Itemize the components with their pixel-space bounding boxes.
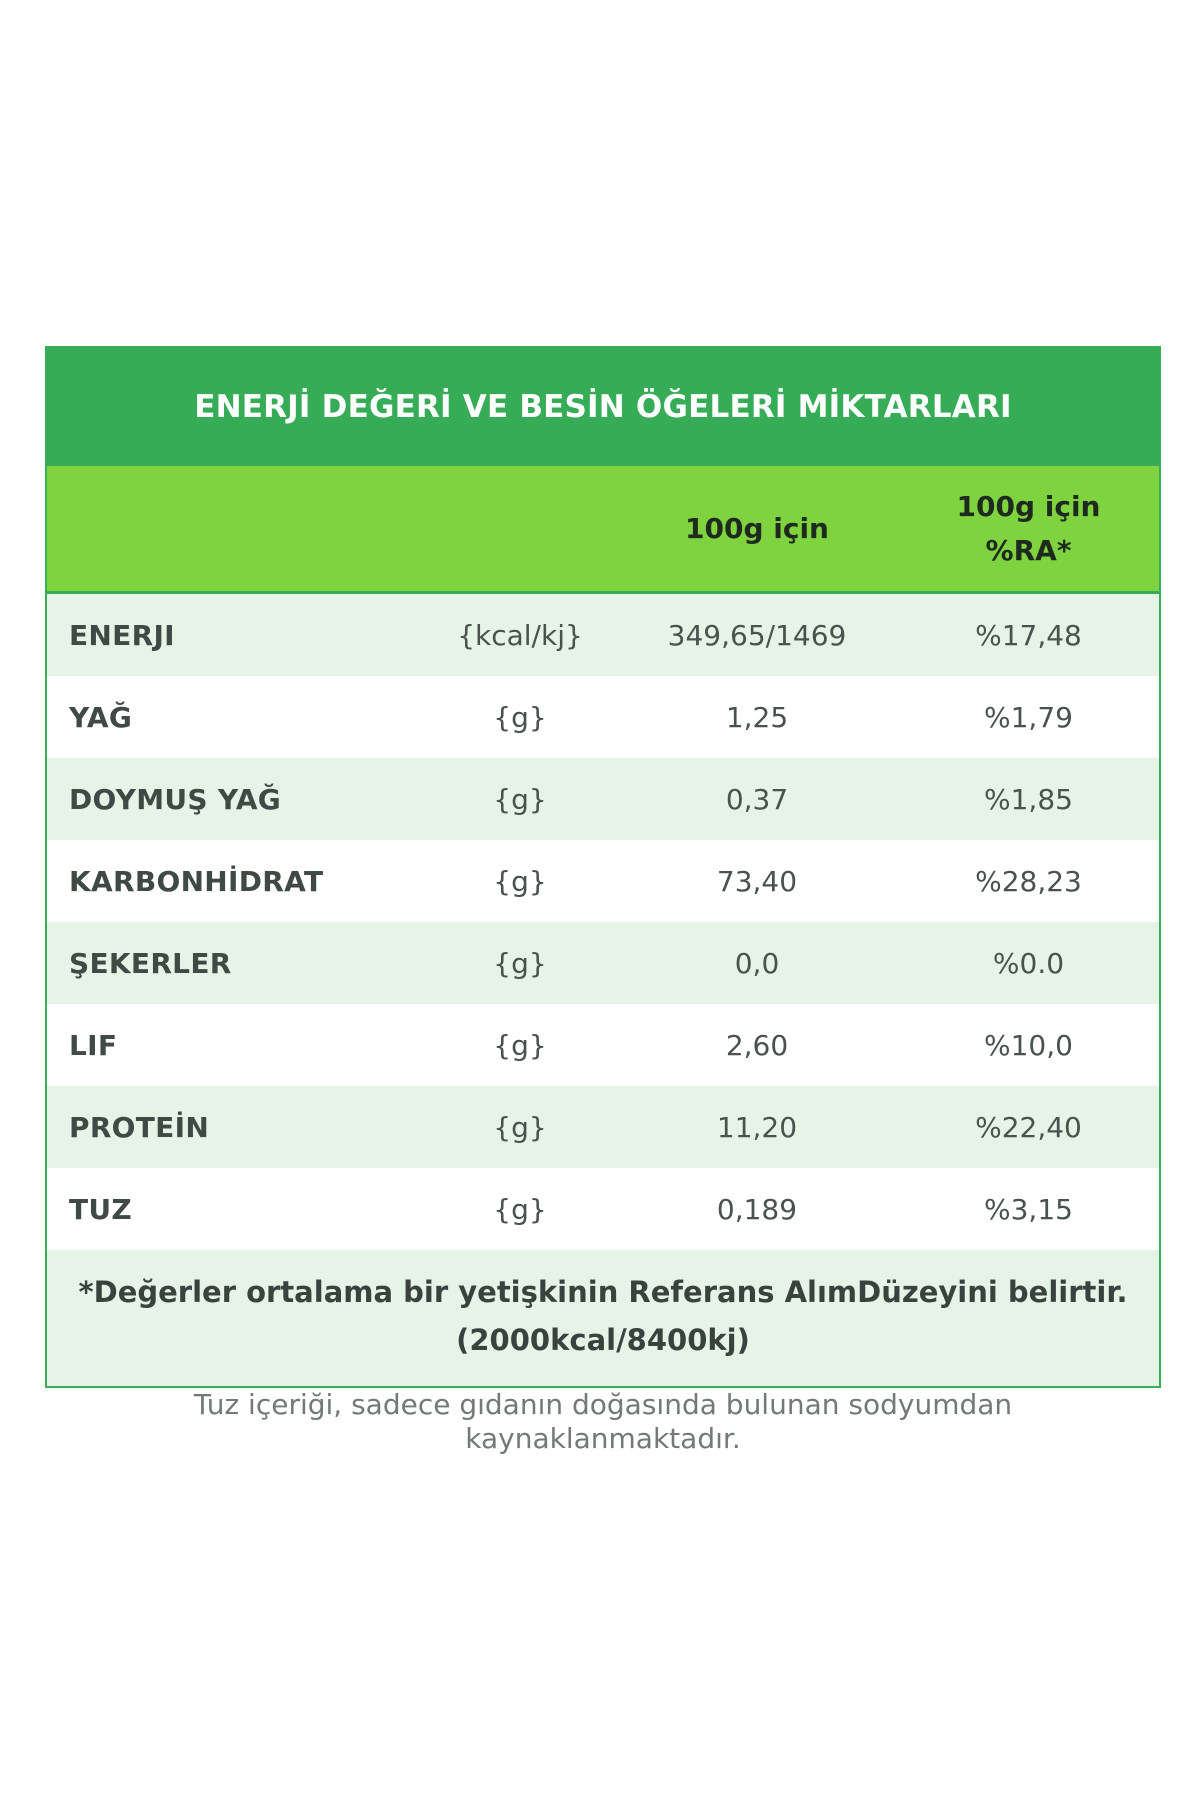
nutrition-table [45,346,1161,1388]
row-unit: {g} [493,700,547,734]
footnote-line2: (2000kcal/8400kj) [456,1323,750,1357]
row-ra: %22,40 [975,1110,1082,1144]
bottom-note-line1: Tuz içeriği, sadece gıdanın doğasında bulunan sodyumdan [193,1388,1013,1421]
table-title-bar [47,348,1159,466]
table-row [47,922,1159,1004]
row-unit: {g} [493,1192,547,1226]
table-row [47,676,1159,758]
table-row [47,840,1159,922]
table-row [47,594,1159,676]
row-ra: %3,15 [984,1192,1073,1226]
row-name: ENERJI [69,618,175,652]
row-value: 1,25 [725,700,789,734]
row-ra: %28,23 [975,864,1082,898]
row-unit: {g} [493,946,547,980]
row-name: TUZ [69,1192,133,1226]
table-row [47,1004,1159,1086]
reference-intake-footnote [47,1250,1159,1386]
row-value: 349,65/1469 [667,618,847,652]
row-ra: %0.0 [992,946,1065,980]
header-ra-line1: 100g için [956,489,1101,523]
header-per-100g: 100g için [685,511,829,545]
row-name: DOYMUŞ YAĞ [69,782,282,816]
row-unit: {kcal/kj} [457,618,583,652]
row-value: 0,0 [734,946,780,980]
table-row [47,1168,1159,1250]
table-header-row [47,466,1159,594]
row-value: 11,20 [716,1110,798,1144]
row-name: YAĞ [69,700,133,734]
row-unit: {g} [493,782,547,816]
salt-content-note [45,1388,1161,1456]
row-ra: %1,79 [984,700,1073,734]
row-value: 2,60 [725,1028,789,1062]
row-unit: {g} [493,864,547,898]
table-row [47,1086,1159,1168]
row-unit: {g} [493,1110,547,1144]
row-unit: {g} [493,1028,547,1062]
row-value: 0,189 [716,1192,798,1226]
header-ra [898,485,1159,573]
table-title: ENERJİ DEĞERİ VE BESİN ÖĞELERİ MİKTARLARI [194,389,1012,425]
row-name: LIF [69,1028,118,1062]
footnote-line1: *Değerler ortalama bir yetişkinin Referans AlımDüzeyini belirtir. [78,1275,1128,1309]
bottom-note-line2: kaynaklanmaktadır. [465,1422,741,1455]
row-name: PROTEİN [69,1110,210,1144]
row-value: 73,40 [716,864,798,898]
row-name: KARBONHİDRAT [69,864,324,898]
row-ra: %1,85 [984,782,1073,816]
row-value: 0,37 [725,782,789,816]
row-ra: %10,0 [984,1028,1073,1062]
row-name: ŞEKERLER [69,946,232,980]
row-ra: %17,48 [975,618,1082,652]
table-row [47,758,1159,840]
header-ra-line2: %RA* [985,533,1072,567]
